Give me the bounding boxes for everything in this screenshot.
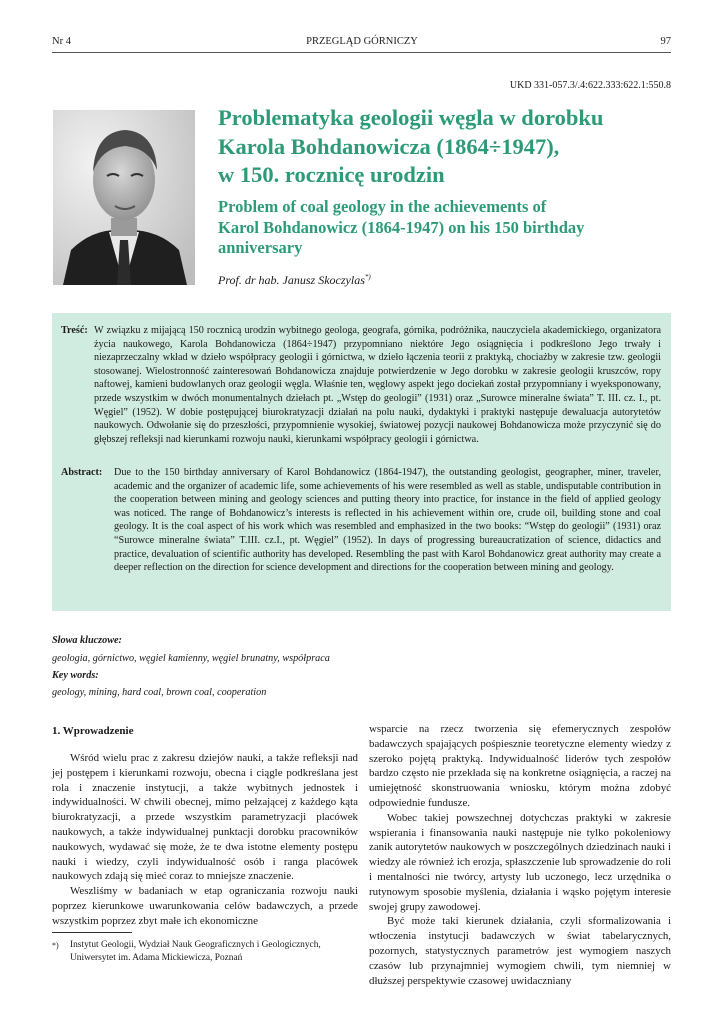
abstract-polish-label: Treść: [61,325,88,336]
title-english-line: anniversary [218,238,303,257]
abstract-english-text: Due to the 150 birthday anniversary of Karol Bohdanowicz (1864-1947), the outstanding geologist, geographer, miner, traveler, academic and the organizer of academic life, some achievements of his were resembled as well as stable, undisputable contribution in the cooperation between mining and geology sciences and putting theory into practice, for instance in the field of applied geology was noticed. The range of Bohdanowicz’s interests is reflected in his achievement within ore, crude oil, building stone and coal geology. It is the coal aspect of his work which was resembled and emphasized in the two books: “Wstęp do geologii” (1931) oraz “Surowce mineralne świata” T.III. cz.I., pt. Węgiel” (1952). In days of progressing bureaucratization of science, didactics and practice, devaluation of scientific authority has developed. Resembling the past with Karol Bohdanowicz great authority may create a deeper reflection on the direction for science development and directions for the cooperation between mining and geology. [114,467,661,574]
footnote-mark: *) [52,941,59,950]
title-polish-line: Karola Bohdanowicza (1864÷1947), [218,133,560,159]
journal-name: PRZEGLĄD GÓRNICZY [306,36,418,47]
paragraph: Wśród wielu prac z zakresu dziejów nauki, a także refleksji nad jej postępem i kierunkami rozwoju, obecna i ciągle podkreślana jest rola i znaczenie instytucji, a także wybitnych jednostek i indywidualności. W chwili obecnej, mimo pełzającej z każdego kąta biurokratyzacji, a przede wszystkim parametryzacji placówek naukowych, a także indywidualnej punktacji dorobku pracowników naukowych, wydawać się może, że te dwa istotne elementy postępu nauki i wiedzy, czyli indywidualność osób i ranga placówek naukowych zdają się mieć coraz to mniejsze znaczenie. [52,752,358,883]
abstract-polish-text: W związku z mijającą 150 rocznicą urodzin wybitnego geologa, geografa, górnika, podróżnika, nauczyciela akademickiego, organizatora życia naukowego, Karola Bohdanowicza (1864÷1947) przypomniano niektóre Jego osiągnięcia i podkreślono Jego trwały i niezaprzeczalny wkład w dzieło współpracy geologii i górnictwa, w dzieło łączenia teorii z praktyką, chociażby w zakresie tzw. geologii stosowanej. Wielostronność zainteresowań Bohdanowicza znajduje potwierdzenie w Jego dorobku w zakresie geologii kruszców, ropy naftowej, kamieni budowlanych oraz geologii węgla. Właśnie ten, węglowy aspekt jego dociekań został przypomniany i wyeksponowany, przede wszystkim w dwóch monumentalnych dziełach pt. „Wstęp do geologii” (1931) oraz „Surowce mineralne świata” T. III. cz. I., pt. Węgiel” (1952). W dobie postępującej biurokratyzacji działań na polu nauki, dydaktyki i praktyki następuje dewaluacja autorytetów naukowych. Odwołanie się do przeszłości, przypomnienie wysokiej, światowej pozycji naukowej Bohdanowicza może przyczynić się do głębszej refleksji nad kierunkami rozwoju nauki, kierunkami współpracy geologii i górnictwa. [94,325,661,445]
abstract-box [52,313,671,611]
title-polish-line: Problematyka geologii węgla w dorobku [218,105,604,130]
page-number: 97 [660,36,671,47]
title-english [218,197,688,259]
keywords-en: geology, mining, hard coal, brown coal, cooperation [52,687,267,698]
keywords-pl-label: Słowa kluczowe: [52,635,122,646]
abstract-english-label: Abstract: [61,467,103,478]
title-polish-line: w 150. rocznicę urodzin [218,162,445,187]
abstract-english [61,466,661,575]
issue-number: Nr 4 [52,36,71,47]
udk-code: UKD 331-057.3/.4:622.333:622.1:550.8 [509,80,671,91]
footnote-text: Instytut Geologii, Wydział Nauk Geograficznych i Geologicznych, Uniwersytet im. Adama Mickiewicza, Poznań [70,940,321,963]
paragraph: Weszliśmy w badaniach w etap ograniczania rozwoju nauki poprzez kierunkowe uwarunkowania celów badawczych, a przede wszystkim poprzez zbyt małe ich ekonomiczne [52,885,358,927]
section-heading: 1. Wprowadzenie [52,725,134,737]
author-footnote-mark: *) [364,273,371,281]
footnote-rule [52,932,132,933]
title-polish [218,104,688,190]
author-line [218,273,371,288]
author-name: Prof. dr hab. Janusz Skoczylas [218,273,365,287]
abstract-polish [61,324,661,446]
paragraph: Wobec takiej powszechnej dotychczas praktyki w zakresie wspierania i finansowania nauki następuje nie tylko pokoleniowy zanik autorytetów naukowych w poszczególnych dziedzinach nauki i wiedzy ale również ich erozja, spłaszczenie lub sprowadzenie do roli i mentalności nie twórcy, artysty lub uczonego, lecz urzędnika o rutynowym sposobie myślenia, działania i wąsko pojętym interesie swojej grupy zawodowej. [369,811,671,913]
right-column [369,722,671,988]
paragraph: Być może taki kierunek działania, czyli sformalizowania i wtłoczenia instytucji badawczych w świat tabelarycznych, pozornych, statystycznych parametrów jest wymogiem naszych czasów lub przynajmniej wymogiem chwili, tym niemniej w dłuższej perspektywie czasowej uwidaczniany [369,915,671,987]
left-column [52,751,358,929]
footnote [52,939,360,965]
header-rule [52,52,671,53]
author-photo [53,110,195,285]
paragraph: wsparcie na rzecz tworzenia się efemerycznych zespołów badawczych spajających pośpiesznie teoretyczne elementy wiedzy z szeroko pojętą praktyką. Indywidualność liderów tych zespołów bardzo często nie przekłada się na konkretne osiągnięcia, a raczej na umiejętność skonstruowania wniosku, którym można zdobyć odpowiednie fundusze. [369,723,671,809]
title-english-line: Problem of coal geology in the achievements of [218,197,547,216]
keywords-en-label: Key words: [52,670,99,681]
title-english-line: Karol Bohdanowicz (1864-1947) on his 150 birthday [218,217,585,237]
keywords-pl: geologia, górnictwo, węgiel kamienny, węgiel brunatny, współpraca [52,653,330,664]
